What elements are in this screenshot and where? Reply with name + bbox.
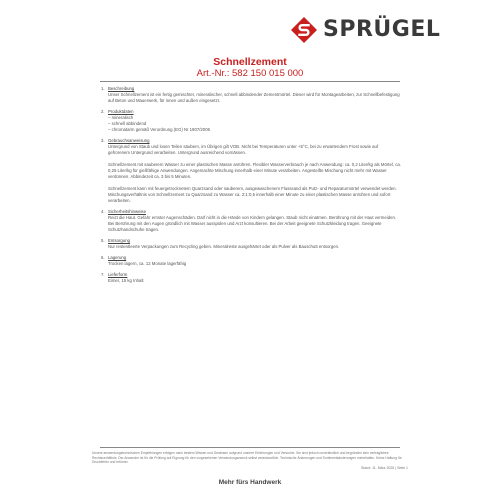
section-body [108,255,401,267]
list-item: – schnell abbindend [108,121,147,126]
footer-divider [100,447,400,448]
section-heading: Beschreibung [108,86,135,91]
section-7 [101,272,401,284]
section-heading: Sicherheitshinweise [108,209,146,214]
section-1 [101,86,401,104]
section-number: 6. [101,255,105,260]
list-item: – mineralisch [108,115,134,120]
section-number: 2. [101,109,105,114]
section-body [108,138,401,204]
section-paragraph: Schnellzement kann mit feuergetrocknetem Quarzsand oder sauberem, ausgewaschenem Flusssand als Putz- und Reparaturmörtel verwendet werden. Mischungsverhältnis von Schnellzement zu Quarzsand zu Wasser ca. 2:1:0,5 innerhalb einer Minute zu einer plastischen Masse anrühren und sofort verarbeiten. [108,186,397,203]
footer-disclaimer: Unsere anwendungstechnischen Empfehlungen erfolgen nach bestem Wissen und Gewissen aufgrund unserer Erfahrungen und Versuche. Sie sind jedoch unverbindlich und begründen kein vertragliches Rechtsverhältnis. Der Anwender ist für die Prüfung auf Eignung für den vorgesehenen Verwendungszweck selbst verantwortlich. Technische Änderungen und Sortimentsänderungen vorbehalten. Keine Haftung für Druckfehler und Irrtümer. [92,451,402,465]
section-number: 3. [101,138,105,143]
section-2 [101,109,401,133]
section-paragraph: Schnellzement mit sauberem Wasser zu einer plastischen Masse anrühren. Flexibler Wasserverbrauch je nach Anwendung: ca. 0,2 Liter/kg als Mörtel, ca. 0,25 Liter/kg für gießfähige Anwendungen. Angemachte Mischung innerhalb einer Minute verarbeiten. Angesteifte Mischung nicht mehr mit Wasser verdünnen. Abbindezeit ca. 3 bis 5 Minuten. [108,162,401,179]
section-heading: Lagerung [108,255,127,260]
section-number: 5. [101,238,105,243]
section-number: 1. [101,86,105,91]
header-divider [100,81,400,82]
section-heading: Entsorgung [108,238,130,243]
section-5 [101,238,401,250]
brand-name: SPRÜGEL [323,17,441,42]
list-item: – chromatarm gemäß Verordnung (EG) Nr 1907/2006 [108,127,210,132]
section-paragraph: Trocken lagern, ca. 12 Monate lagerfähig [108,261,187,266]
footer-tagline: Mehr fürs Handwerk [218,479,282,486]
section-paragraph: Eimer, 15 kg Inhalt [108,278,144,283]
section-body [108,209,401,233]
section-number: 7. [101,272,105,277]
footer-date: Stand: 11. März 2025 | Seite 1 [361,466,408,470]
section-paragraph: Untergrund von Staub und losen Teilen säubern, im Übrigen gilt VOB. Nicht bei Temperaturen unter +5°C, bei zu erwartendem Frost sowie auf gefrorenem Untergrund verarbeiten. Untergrund ausreichend vornässen. [108,144,379,155]
section-3 [101,138,401,204]
section-paragraph: Unser Schnellzement ist ein fertig gemischter, mineralischer, schnell abbindender Zementmörtel. Dieser wird für Montagearbeiten, zur Schnellbefestigung auf Beton und Mauerwerk, für innen und außen eingesetzt. [108,92,400,103]
section-body [108,238,401,250]
section-body [108,272,401,284]
section-heading: Gebrauchsanweisung [108,138,150,143]
spruegel-logo-icon [291,17,317,43]
section-paragraph: Nur restentleerte Verpackungen zum Recycling geben. Mineralreste ausgehärtet oder als Pulver als Bauschutt entsorgen. [108,244,340,249]
section-heading: Lieferform [108,272,128,277]
article-number: Art.-Nr.: 582 150 015 000 [196,68,304,79]
section-6 [101,255,401,267]
document-body [101,86,401,289]
section-body [108,86,401,104]
brand-logo [291,17,440,43]
section-body [108,109,401,133]
section-number: 4. [101,209,105,214]
document-title: Schnellzement [213,56,287,68]
section-4 [101,209,401,233]
section-paragraph: Reizt die Haut. Gefahr ernster Augenschäden. Darf nicht in die Hände von Kindern gelangen. Staub nicht einatmen. Berührung mit der Haut vermeiden. Bei Berührung mit den Augen gründlich mit Wasser ausspülen und Arzt konsultieren. Bei der Arbeit geeignete Schutzkleidung tragen. Geeignete Schutzhandschuhe tragen. [108,215,397,232]
section-heading: Produktdaten [108,109,134,114]
